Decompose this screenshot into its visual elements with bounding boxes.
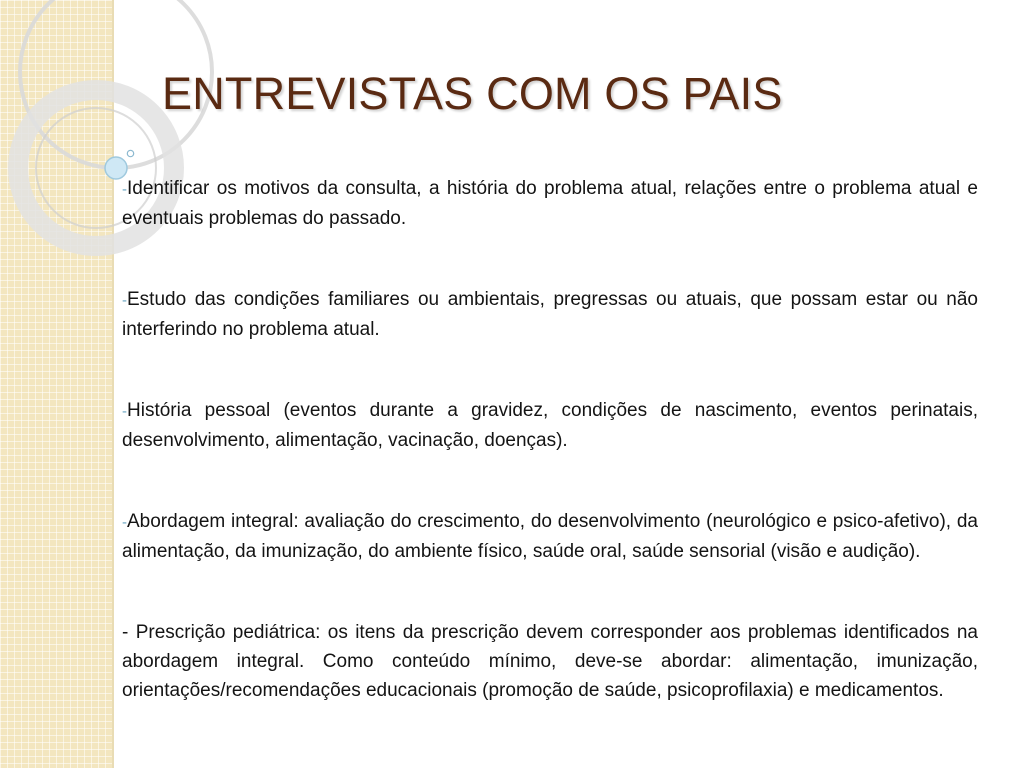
slide-content [122, 174, 978, 705]
paragraph-prescricao [122, 618, 978, 705]
paragraph-text: Identificar os motivos da consulta, a história do problema atual, relações entre o problema atual e eventuais problemas do passado. [122, 178, 978, 229]
paragraph-historia [122, 396, 978, 455]
paragraph-text: Abordagem integral: avaliação do crescimento, do desenvolvimento (neurológico e psico-afetivo), da alimentação, da imunização, do ambiente físico, saúde oral, saúde sensorial (visão e audição). [122, 511, 978, 562]
dash-marker: - [122, 514, 127, 531]
circle-bullet-icon [126, 149, 135, 158]
paragraph-abordagem [122, 507, 978, 566]
paragraph-text: Estudo das condições familiares ou ambientais, pregressas ou atuais, que possam estar ou não interferindo no problema atual. [122, 289, 978, 340]
paragraph-text: Prescrição pediátrica: os itens da prescrição devem corresponder aos problemas identificados na abordagem integral. Como conteúdo mínimo, deve-se abordar: alimentação, imunização, orientações/recomendações educacionais (promoção de saúde, psicoprofilaxia) e medicamentos. [122, 622, 978, 701]
slide-title: ENTREVISTAS COM OS PAIS [162, 68, 783, 119]
paragraph-motivos [122, 174, 978, 233]
dash-marker: - [122, 403, 127, 420]
dash-marker: - [122, 292, 127, 309]
paragraph-text: História pessoal (eventos durante a gravidez, condições de nascimento, eventos perinatais, desenvolvimento, alimentação, vacinação, doenças). [122, 400, 978, 451]
dash-marker: - [122, 181, 127, 198]
paragraph-condicoes [122, 285, 978, 344]
dash-marker: - [122, 622, 136, 643]
